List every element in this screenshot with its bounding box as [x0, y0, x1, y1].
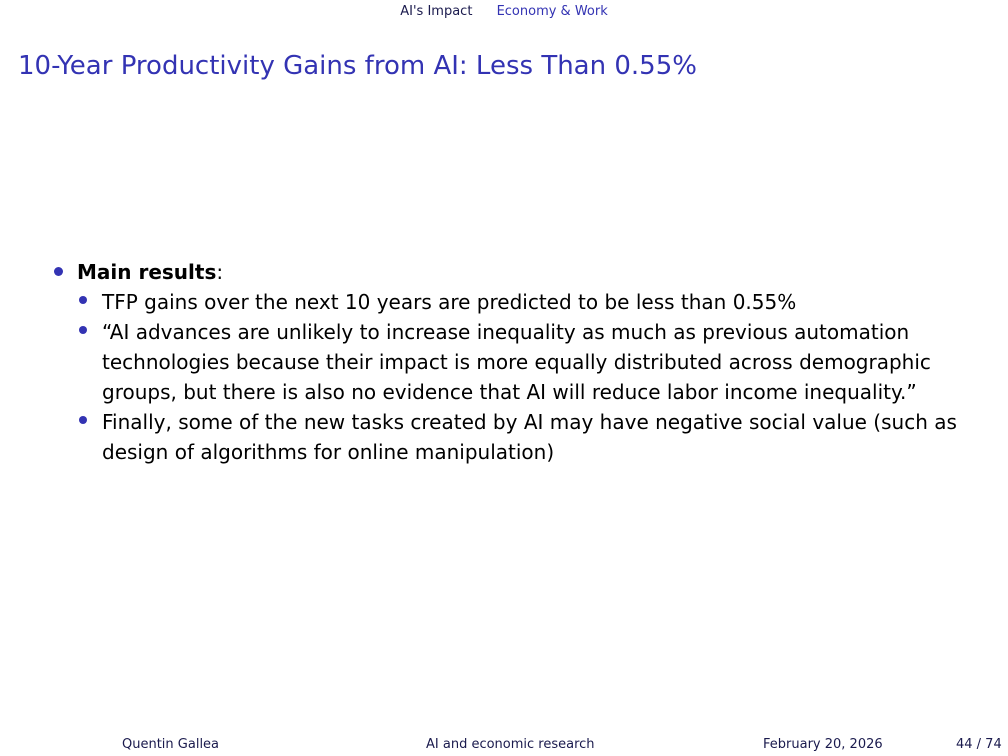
main-results-item: [50, 257, 990, 287]
bullet-icon: [79, 296, 87, 304]
main-results-colon: :: [216, 260, 224, 284]
nav-subsection-link[interactable]: Economy & Work: [496, 4, 608, 19]
bullet-icon: [54, 267, 63, 276]
main-results-label: Main results: [77, 260, 217, 284]
footer-author: Quentin Gallea: [122, 737, 220, 752]
bullet-icon: [79, 326, 87, 334]
results-list: [75, 287, 990, 467]
list-item: [75, 317, 990, 407]
list-item: [75, 407, 990, 467]
result-text: “AI advances are unlikely to increase inequality as much as previous automation technologies because their impact is more equally distributed across demographic groups, but there is also no evidence that AI will reduce labor income inequality.”: [102, 320, 931, 404]
nav-section-link[interactable]: AI's Impact: [400, 4, 473, 19]
result-text: TFP gains over the next 10 years are predicted to be less than 0.55%: [102, 290, 797, 314]
header-navigation: [0, 4, 1008, 20]
footer-date: February 20, 2026: [763, 737, 883, 752]
slide-footer: [0, 736, 1008, 754]
result-text: Finally, some of the new tasks created by AI may have negative social value (such as design of algorithms for online manipulation): [102, 410, 957, 464]
footer-talk-title: AI and economic research: [426, 737, 595, 752]
footer-page-number: 44 / 74: [956, 737, 1002, 752]
list-item: [75, 287, 990, 317]
slide-body: [50, 257, 990, 467]
slide-title: 10-Year Productivity Gains from AI: Less Than 0.55%: [18, 51, 697, 81]
bullet-icon: [79, 416, 87, 424]
